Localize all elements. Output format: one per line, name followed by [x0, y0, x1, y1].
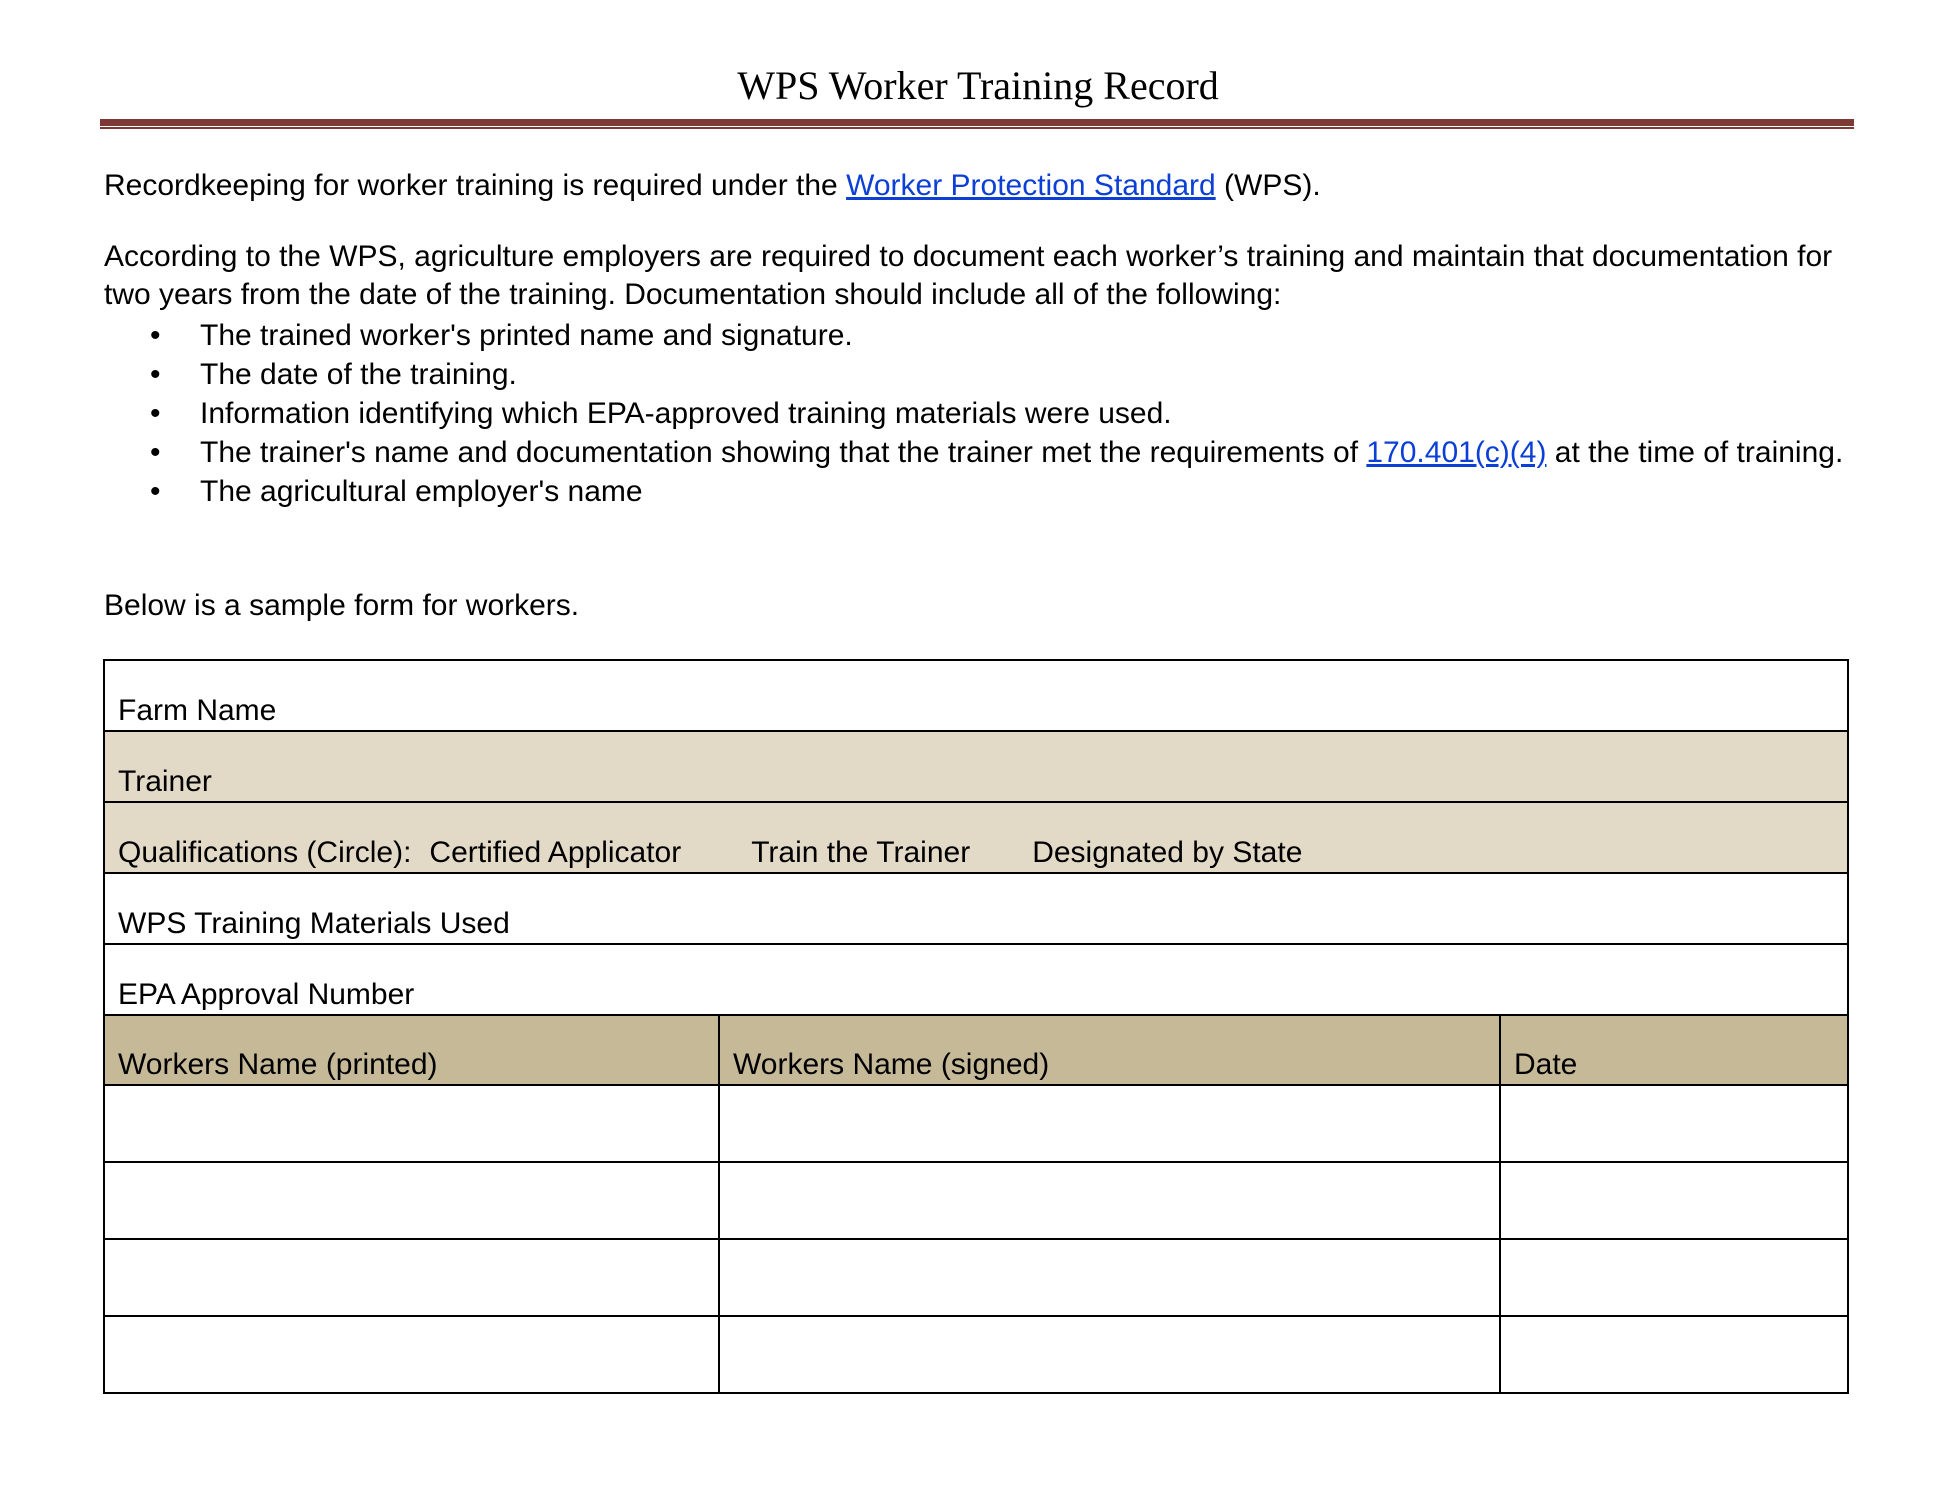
approval-label: EPA Approval Number — [118, 978, 415, 1011]
approval-row[interactable] — [105, 945, 1847, 1016]
list-item: • Information identifying which EPA-approved training materials were used. — [104, 395, 1856, 432]
regulation-link[interactable]: 170.401(c)(4) — [1366, 436, 1547, 469]
table-row — [105, 1317, 1847, 1392]
wps-link[interactable]: Worker Protection Standard — [846, 169, 1216, 202]
header-date-label: Date — [1514, 1048, 1578, 1081]
page-title: WPS Worker Training Record — [737, 63, 1219, 108]
trainer-req-text-end: at the time of training. — [1546, 436, 1844, 469]
farm-name-row[interactable] — [105, 661, 1847, 732]
printed-name-cell[interactable] — [105, 1240, 720, 1315]
printed-name-cell[interactable] — [105, 1086, 720, 1161]
requirements-list — [104, 317, 1856, 512]
table-row — [105, 1163, 1847, 1240]
table-row — [105, 1240, 1847, 1317]
trainer-row[interactable] — [105, 732, 1847, 803]
date-cell[interactable] — [1501, 1317, 1847, 1392]
list-item: • The trained worker's printed name and signature. — [104, 317, 1856, 354]
table-header-row — [105, 1016, 1847, 1086]
signed-name-cell[interactable] — [720, 1240, 1501, 1315]
training-form — [103, 659, 1849, 1394]
printed-name-cell[interactable] — [105, 1163, 720, 1238]
signed-name-cell[interactable] — [720, 1163, 1501, 1238]
header-printed-label: Workers Name (printed) — [118, 1048, 438, 1081]
requirements-paragraph: According to the WPS, agriculture employers are required to document each worker’s training and maintain that documentation for two years from the date of the training. Documentation should include all of the following: — [104, 240, 1833, 311]
trainer-label: Trainer — [118, 765, 212, 798]
qualifications-row — [105, 803, 1847, 874]
signed-name-cell[interactable] — [720, 1317, 1501, 1392]
header-cell-signed — [720, 1016, 1501, 1084]
title-rule-thin — [100, 127, 1854, 129]
date-cell[interactable] — [1501, 1240, 1847, 1315]
qualification-certified-applicator[interactable]: Certified Applicator — [429, 836, 682, 869]
materials-label: WPS Training Materials Used — [118, 907, 510, 940]
trainer-req-text: The trainer's name and documentation showing that the trainer met the requirements of — [200, 436, 1367, 469]
qualifications-label: Qualifications (Circle): — [118, 836, 412, 869]
header-cell-printed — [105, 1016, 720, 1084]
signed-name-cell[interactable] — [720, 1086, 1501, 1161]
qualifications-group — [118, 836, 1302, 870]
date-cell[interactable] — [1501, 1086, 1847, 1161]
materials-row[interactable] — [105, 874, 1847, 945]
qualification-train-the-trainer[interactable]: Train the Trainer — [751, 836, 971, 869]
sample-note: Below is a sample form for workers. — [104, 589, 580, 622]
date-cell[interactable] — [1501, 1163, 1847, 1238]
intro-paragraph — [104, 167, 1321, 205]
list-item-trainer — [104, 434, 1856, 471]
intro-text-end: (WPS). — [1215, 169, 1321, 202]
header-cell-date — [1501, 1016, 1847, 1084]
farm-name-label: Farm Name — [118, 694, 277, 727]
header-signed-label: Workers Name (signed) — [733, 1048, 1050, 1081]
title-rule-thick — [100, 119, 1854, 126]
printed-name-cell[interactable] — [105, 1317, 720, 1392]
table-row — [105, 1086, 1847, 1163]
qualification-designated-by-state[interactable]: Designated by State — [1032, 836, 1303, 869]
list-item: • The date of the training. — [104, 356, 1856, 393]
intro-text: Recordkeeping for worker training is required under the — [104, 169, 847, 202]
list-item: • The agricultural employer's name — [104, 473, 1856, 510]
